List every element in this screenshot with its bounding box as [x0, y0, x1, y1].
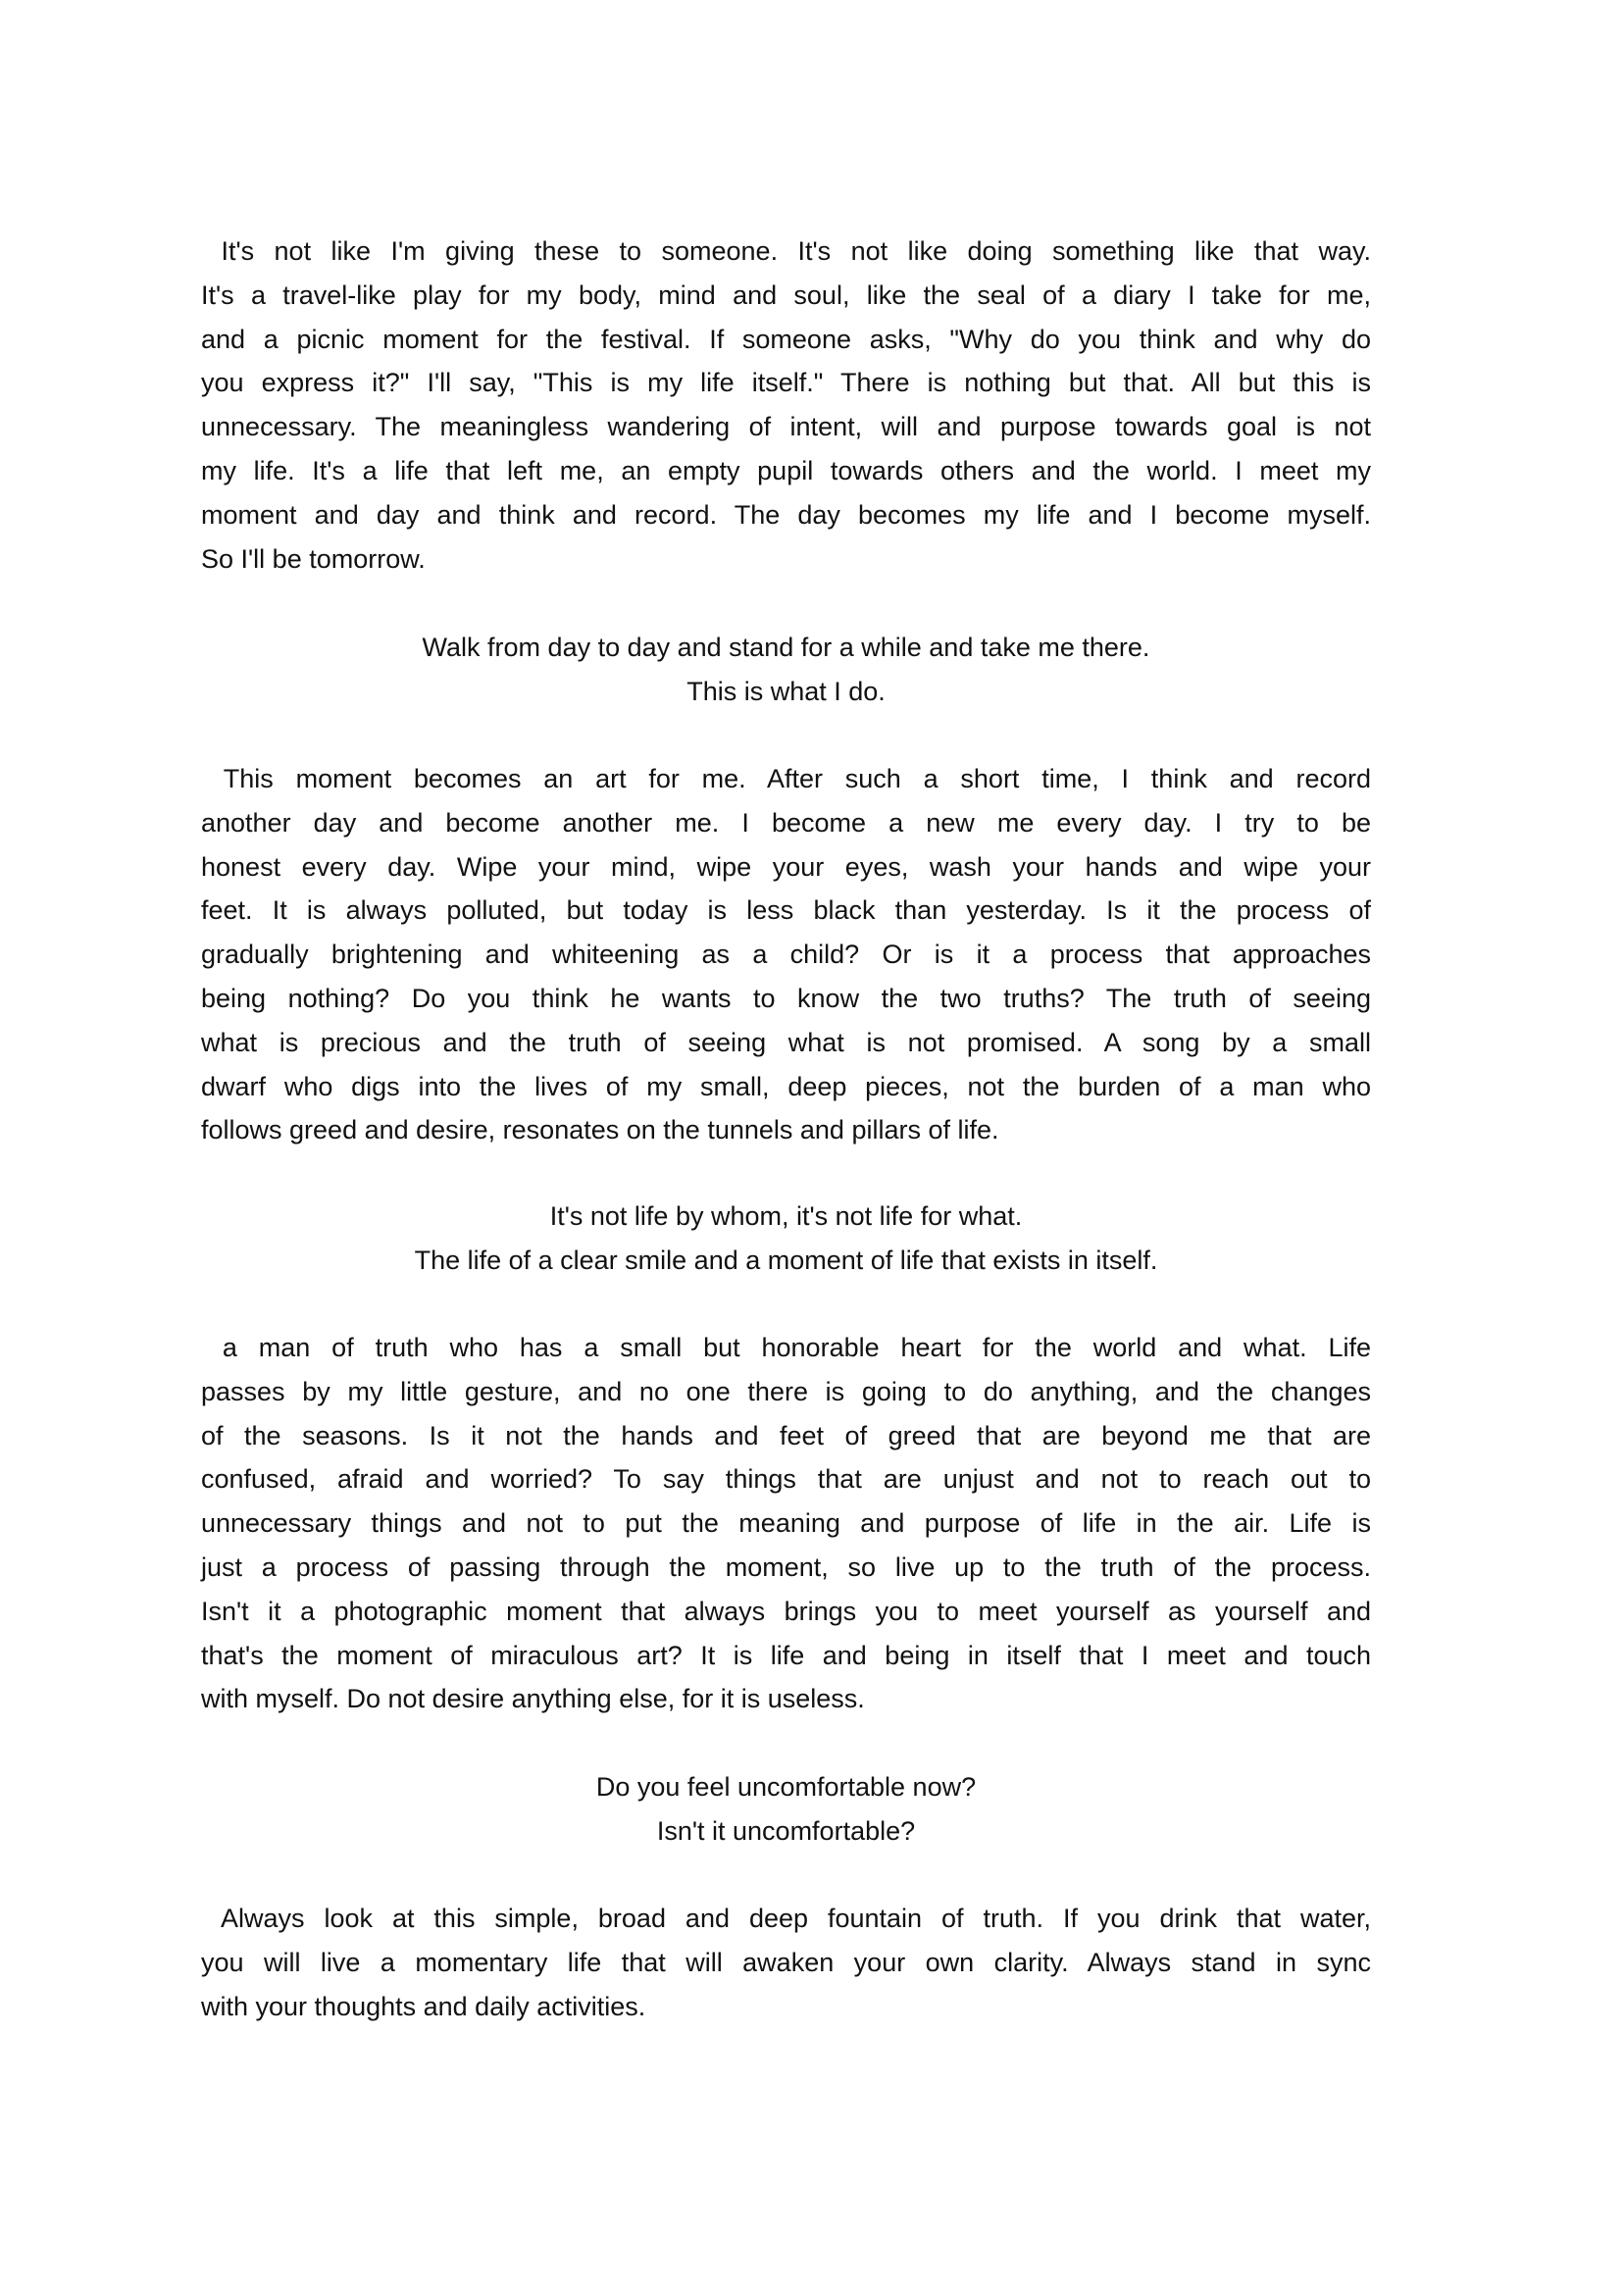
text-line: unnecessary things and not to put the meaning and purpose of life in the air. Life is	[201, 1508, 1371, 1539]
paragraph	[201, 1326, 1371, 1721]
text-line: you express it?" I'll say, "This is my life itself." There is nothing but that. All but this is	[201, 368, 1371, 398]
text-line: Do you feel uncomfortable now?	[595, 1772, 977, 1802]
text-line: So I'll be tomorrow.	[201, 543, 426, 574]
text-line: gradually brightening and whiteening as a child? Or is it a process that approaches	[201, 940, 1371, 970]
text-line: another day and become another me. I become a new me every day. I try to be	[201, 807, 1371, 838]
text-line: passes by my little gesture, and no one there is going to do anything, and the changes	[201, 1376, 1371, 1406]
centered-verse	[201, 1195, 1371, 1283]
text-line: and a picnic moment for the festival. If someone asks, "Why do you think and why do	[201, 324, 1371, 354]
paragraph	[201, 1897, 1371, 2028]
text-line: a man of truth who has a small but honorable heart for the world and what. Life	[201, 1333, 1371, 1362]
text-line: Isn't it uncomfortable?	[656, 1815, 916, 1846]
paragraph	[201, 757, 1371, 1152]
text-line: just a process of passing through the moment, so live up to the truth of the process.	[201, 1551, 1371, 1582]
text-line: This moment becomes an art for me. After such a short time, I think and record	[201, 764, 1371, 793]
centered-verse	[201, 1765, 1371, 1854]
text-line: It's not life by whom, it's not life for what.	[549, 1201, 1023, 1231]
text-line: It's not like I'm giving these to someone. It's not like doing something like that way.	[201, 236, 1371, 266]
text-line: Isn't it a photographic moment that always brings you to meet yourself as yourself and	[201, 1596, 1371, 1626]
text-line: my life. It's a life that left me, an empty pupil towards others and the world. I meet my	[201, 455, 1371, 485]
text-line: you will live a momentary life that will awaken your own clarity. Always stand in sync	[201, 1947, 1371, 1977]
paragraph	[201, 229, 1371, 581]
text-line: with your thoughts and daily activities.	[201, 1991, 646, 2021]
text-line: feet. It is always polluted, but today is less black than yesterday. Is it the process of	[201, 895, 1371, 926]
text-line: unnecessary. The meaningless wandering of intent, will and purpose towards goal is not	[201, 412, 1371, 442]
text-line: Always look at this simple, broad and deep fountain of truth. If you drink that water,	[201, 1904, 1371, 1933]
text-line: with myself. Do not desire anything else, for it is useless.	[201, 1684, 865, 1714]
text-line: moment and day and think and record. The day becomes my life and I become myself.	[201, 499, 1371, 530]
text-line: being nothing? Do you think he wants to know the two truths? The truth of seeing	[201, 983, 1371, 1013]
text-line: honest every day. Wipe your mind, wipe your eyes, wash your hands and wipe your	[201, 851, 1371, 882]
text-line: what is precious and the truth of seeing what is not promised. A song by a small	[201, 1027, 1371, 1057]
text-line: confused, afraid and worried? To say things that are unjust and not to reach out to	[201, 1464, 1371, 1495]
text-line: The life of a clear smile and a moment of life that exists in itself.	[414, 1245, 1158, 1275]
text-line: Walk from day to day and stand for a while and take me there.	[422, 633, 1150, 662]
centered-verse	[201, 626, 1371, 714]
text-line: of the seasons. Is it not the hands and feet of greed that are beyond me that are	[201, 1420, 1371, 1450]
text-line: It's a travel-like play for my body, mind and soul, like the seal of a diary I take for me,	[201, 280, 1371, 310]
text-line: This is what I do.	[686, 676, 886, 706]
text-line: dwarf who digs into the lives of my small, deep pieces, not the burden of a man who	[201, 1071, 1371, 1101]
text-line: that's the moment of miraculous art? It is life and being in itself that I meet and touch	[201, 1640, 1371, 1670]
text-line: follows greed and desire, resonates on the tunnels and pillars of life.	[201, 1115, 999, 1145]
